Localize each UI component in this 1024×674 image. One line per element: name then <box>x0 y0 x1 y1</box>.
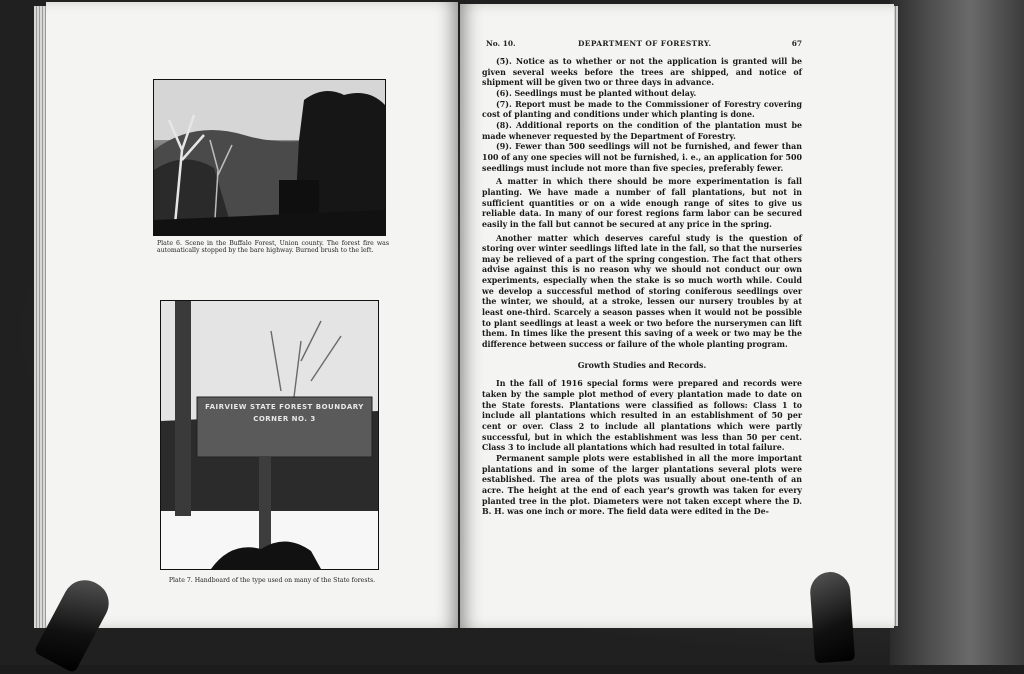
running-title: DEPARTMENT OF FORESTRY. <box>578 39 712 48</box>
paragraph-sample-plots: Permanent sample plots were established in all the more important plantations and in some of the larger plantations several plots were established. The area of the plots was usually about one-tenth of an acre. The height at the end of each year's growth was taken for every planted tree in the plot. Diameters were not taken except where the D. B. H. was one inch or more. The field data were edited in the De- <box>482 453 802 517</box>
paragraph-special-forms: In the fall of 1916 special forms were prepared and records were taken by the sample plot method of every plantation made to date on the State forests. Plantations were classified as follows: Class 1 to include all plantations which resulted in an establishment of 50 per cent or over. Class 2 to include all plantations which were partly successful, but in which the establishment was less than 50 per cent. Class 3 to include all plantations which had resulted in total failure. <box>482 379 802 453</box>
plate-7-caption: Plate 7. Handboard of the type used on many of the State forests. <box>168 577 376 584</box>
paragraph-fall-planting: A matter in which there should be more experimentation is fall planting. We have made a number of fall plantations, but not in sufficient quantities or on a wide enough range of sites to give us reliable data. In many of our forest regions farm labor can be secured easily in the fall but cannot be secured at any price in the spring. <box>482 177 802 229</box>
sign-lettering: FAIRVIEW STATE FOREST BOUNDARY CORNER NO. 3 <box>205 403 364 423</box>
paragraph-item-8: (8). Additional reports on the condition of the plantation must be made whenever requested by the Department of Forestry. <box>482 120 802 141</box>
section-heading: Growth Studies and Records. <box>577 360 707 370</box>
plate-6-photo <box>153 79 386 236</box>
paragraph-item-6: (6). Seedlings must be planted without delay. <box>496 88 697 98</box>
plate-7-photo <box>160 300 379 570</box>
page-number: 67 <box>791 39 802 48</box>
paragraph-storing-seedlings: Another matter which deserves careful study is the question of storing over winter seedlings lifted late in the fall, so that the nurseries may be relieved of a part of the spring congestion. The fact that others advise against this is no reason why we should not conduct our own experiments, especially when the stake is so much worth while. Could we develop a successful method of storing coniferous seedlings over the winter, we should, at a stroke, lessen our nursery troubles by at least one-third. Scarcely a season passes when it would not be possible to plant seedlings at least a week or two before the nurserymen can lift them. In times like the present this saving of a week or two may be the difference between success or failure of the whole planting program. <box>482 233 802 350</box>
table-surface <box>890 0 1024 665</box>
right-book-clip <box>809 571 855 664</box>
plate-6-caption: Plate 6. Scene in the Buffalo Forest, Union county. The forest fire was automatically stopped by the bare highway. Burned brush to the left. <box>157 240 389 255</box>
paragraph-item-7: (7). Report must be made to the Commissioner of Forestry covering cost of planting and conditions under which planting is done. <box>482 99 802 120</box>
document-number: No. 10. <box>486 39 516 48</box>
paragraph-item-5: (5). Notice as to whether or not the application is granted will be given several weeks before the trees are shipped, and notice of shipment will be given two or three days in advance. <box>482 57 802 88</box>
paragraph-item-9: (9). Fewer than 500 seedlings will not be furnished, and fewer than 100 of any one species will not be furnished, i. e., an application for 500 seedlings must include not more than five species, preferably fewer. <box>482 142 802 173</box>
handboard-sign-image <box>161 301 378 569</box>
page-body <box>482 57 802 518</box>
forest-scene-image <box>154 80 385 235</box>
running-header <box>486 39 802 49</box>
